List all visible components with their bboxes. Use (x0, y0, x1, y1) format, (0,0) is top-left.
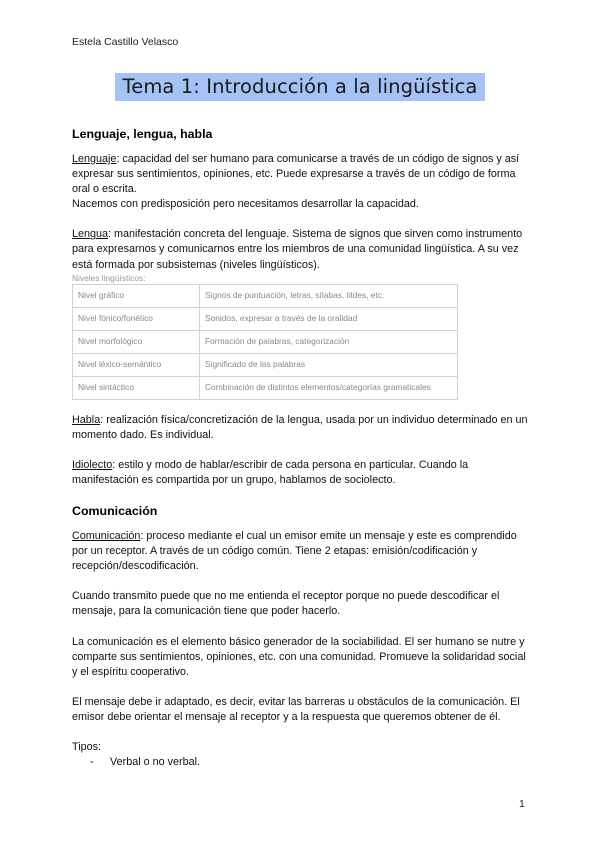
document-body (72, 126, 532, 770)
table-cell-nivel: Nivel morfológico (73, 330, 200, 353)
definition-lengua: : manifestación concreta del lenguaje. Sistema de signos que sirven como instrumento para expresarnos y comunicarnos entre los miembros de una comunidad lingüística. A su vez está formada por subsistemas (niveles lingüísticos). (72, 228, 523, 271)
table-row (73, 307, 458, 330)
term-idiolecto: Idiolecto (72, 458, 113, 471)
paragraph-idiolecto (72, 458, 532, 488)
paragraph-lengua (72, 227, 532, 272)
paragraph-comunicacion (72, 529, 532, 574)
author-name: Estela Castillo Velasco (72, 36, 179, 48)
table-cell-nivel: Nivel sintáctico (73, 376, 200, 399)
definition-lenguaje: : capacidad del ser humano para comunicarse a través de un código de signos y así expresar sus sentimientos, opiniones, etc. Puede expresarse a través de un código de forma oral o escrita. (72, 153, 520, 196)
paragraph-lenguaje (72, 152, 532, 197)
document-title: Tema 1: Introducción a la lingüística (115, 73, 486, 101)
table-cell-descripcion: Sonidos, expresar a través de la oralidad (200, 307, 458, 330)
table-row (73, 353, 458, 376)
definition-comunicacion: : proceso mediante el cual un emisor emite un mensaje y este es comprendido por un receptor. A través de un código común. Tiene 2 etapas: emisión/codificación y recepción/descodificación. (72, 530, 517, 573)
table-cell-nivel: Nivel gráfico (73, 284, 200, 307)
title-container (0, 73, 600, 101)
section-heading-comunicacion: Comunicación (72, 504, 158, 519)
paragraph-predisposicion: Nacemos con predisposición pero necesitamos desarrollar la capacidad. (72, 198, 419, 211)
paragraph-sociabilidad: La comunicación es el elemento básico generador de la sociabilidad. El ser humano se nutre y comparte sus sentimientos, opiniones, etc. con una comunidad. Promueve la solidaridad social y el espíritu cooperativo. (72, 635, 526, 678)
niveles-table (72, 284, 458, 400)
list-bullet: - (90, 756, 94, 769)
table-cell-descripcion: Formación de palabras, categorización (200, 330, 458, 353)
table-row (73, 330, 458, 353)
list-item (72, 755, 532, 770)
term-lenguaje: Lenguaje (72, 153, 117, 165)
paragraph-habla (72, 413, 532, 443)
table-cell-descripcion: Significado de las palabras (200, 353, 458, 376)
definition-habla: : realización física/concretización de la lengua, usada por un individuo determinado en un momento dado. Es individual. (72, 413, 528, 441)
page-number: 1 (519, 798, 525, 810)
paragraph-mensaje: El mensaje debe ir adaptado, es decir, evitar las barreras u obstáculos de la comunicación. El emisor debe orientar el mensaje al receptor y a la respuesta que queremos obtener de él. (72, 695, 520, 723)
definition-idiolecto: : estilo y modo de hablar/escribir de cada persona en particular. Cuando la manifestación es compartida por un grupo, hablamos de sociolecto. (72, 458, 469, 486)
term-habla: Habla (72, 413, 101, 426)
table-cell-descripcion: Signos de puntuación, letras, sílabas, tildes, etc. (200, 284, 458, 307)
list-item-text: Verbal o no verbal. (110, 756, 201, 769)
table-row (73, 284, 458, 307)
table-cell-nivel: Nivel léxico-semántico (73, 353, 200, 376)
section-heading-lenguaje: Lenguaje, lengua, habla (72, 127, 213, 141)
term-comunicacion: Comunicación (72, 530, 141, 543)
table-cell-descripcion: Combinación de distintos elementos/categorías gramaticales (200, 376, 458, 399)
tipos-label: Tipos: (72, 740, 102, 753)
paragraph-transmision: Cuando transmito puede que no me entienda el receptor porque no puede descodificar el mensaje, para la comunicación tiene que poder hacerlo. (72, 590, 500, 618)
table-row (73, 376, 458, 399)
term-lengua: Lengua (72, 228, 109, 241)
table-cell-nivel: Nivel fónico/fonético (73, 307, 200, 330)
table-caption: Niveles lingüísticos: (72, 272, 146, 283)
